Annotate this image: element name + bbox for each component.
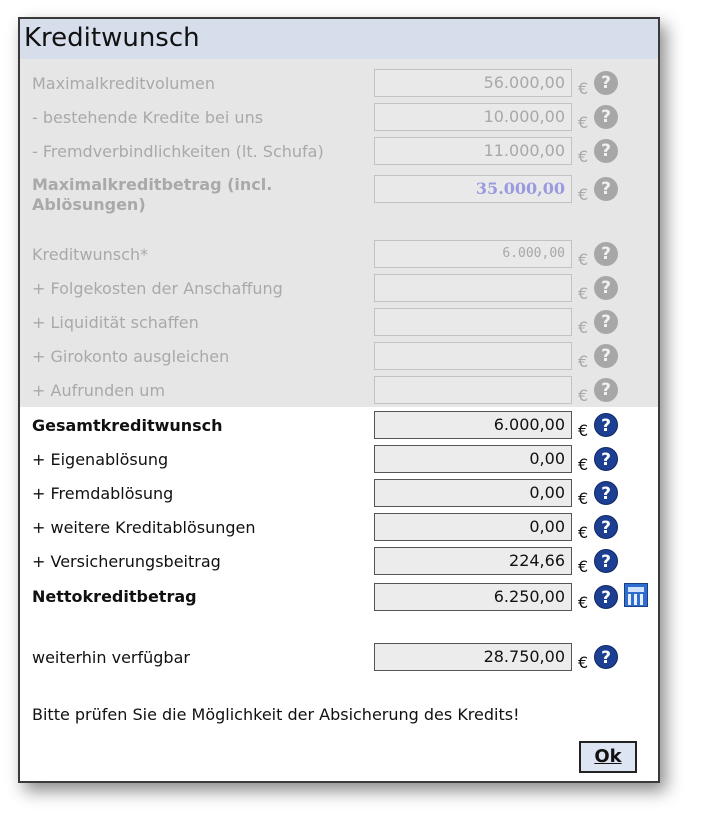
field-fremdabloesung[interactable]: 0,00: [374, 479, 572, 507]
euro-sign: €: [578, 421, 589, 440]
help-icon[interactable]: ?: [594, 276, 618, 300]
label-weitere-kreditabloesungen: + weitere Kreditablösungen: [32, 518, 256, 537]
label-liquiditaet: + Liquidität schaffen: [32, 313, 199, 332]
label-maximalkreditbetrag: Maximalkreditbetrag (incl. Ablösungen): [32, 175, 273, 214]
euro-sign: €: [578, 185, 589, 204]
help-icon[interactable]: ?: [594, 549, 618, 573]
euro-sign: €: [578, 489, 589, 508]
dialog-title: Kreditwunsch: [24, 23, 200, 53]
help-icon[interactable]: ?: [594, 105, 618, 129]
label-nettokreditbetrag: Nettokreditbetrag: [32, 587, 197, 606]
euro-sign: €: [578, 653, 589, 672]
field-versicherungsbeitrag[interactable]: 224,66: [374, 547, 572, 575]
euro-sign: €: [578, 455, 589, 474]
field-folgekosten: [374, 274, 572, 302]
help-icon[interactable]: ?: [594, 177, 618, 201]
euro-sign: €: [578, 593, 589, 612]
label-weiterhin-verfuegbar: weiterhin verfügbar: [32, 648, 190, 667]
label-bestehende-kredite: - bestehende Kredite bei uns: [32, 108, 264, 127]
label-kreditwunsch: Kreditwunsch*: [32, 245, 149, 264]
field-girokonto: [374, 342, 572, 370]
help-icon[interactable]: ?: [594, 645, 618, 669]
help-icon[interactable]: ?: [594, 447, 618, 471]
label-versicherungsbeitrag: + Versicherungsbeitrag: [32, 552, 221, 571]
euro-sign: €: [578, 147, 589, 166]
label-folgekosten: + Folgekosten der Anschaffung: [32, 279, 283, 298]
calculator-screen: [628, 587, 644, 592]
euro-sign: €: [578, 352, 589, 371]
euro-sign: €: [578, 523, 589, 542]
euro-sign: €: [578, 318, 589, 337]
ok-button[interactable]: Ok: [579, 741, 637, 773]
field-bestehende-kredite: 10.000,00: [374, 103, 572, 131]
euro-sign: €: [578, 386, 589, 405]
field-liquiditaet: [374, 308, 572, 336]
calculator-icon[interactable]: [624, 583, 648, 607]
euro-sign: €: [578, 557, 589, 576]
field-fremdverbindlichkeiten: 11.000,00: [374, 137, 572, 165]
label-fremdabloesung: + Fremdablösung: [32, 484, 174, 503]
note-text: Bitte prüfen Sie die Möglichkeit der Absicherung des Kredits!: [32, 705, 520, 724]
title-bar: [20, 19, 658, 59]
help-icon[interactable]: ?: [594, 344, 618, 368]
help-icon[interactable]: ?: [594, 378, 618, 402]
help-icon[interactable]: ?: [594, 481, 618, 505]
help-icon[interactable]: ?: [594, 585, 618, 609]
field-kreditwunsch: 6.000,00: [374, 240, 572, 268]
help-icon[interactable]: ?: [594, 71, 618, 95]
label-gesamtkreditwunsch: Gesamtkreditwunsch: [32, 416, 223, 435]
kreditwunsch-dialog: [18, 17, 660, 783]
euro-sign: €: [578, 79, 589, 98]
euro-sign: €: [578, 113, 589, 132]
field-weiterhin-verfuegbar[interactable]: 28.750,00: [374, 643, 572, 671]
field-aufrunden: [374, 376, 572, 404]
field-eigenabloesung[interactable]: 0,00: [374, 445, 572, 473]
label-fremdverbindlichkeiten: - Fremdverbindlichkeiten (lt. Schufa): [32, 142, 324, 161]
field-nettokreditbetrag[interactable]: 6.250,00: [374, 583, 572, 611]
field-weitere-kreditabloesungen[interactable]: 0,00: [374, 513, 572, 541]
field-maximalkreditvolumen: 56.000,00: [374, 69, 572, 97]
help-icon[interactable]: ?: [594, 413, 618, 437]
help-icon[interactable]: ?: [594, 242, 618, 266]
label-girokonto: + Girokonto ausgleichen: [32, 347, 230, 366]
field-maximalkreditbetrag: 35.000,00: [374, 175, 572, 203]
label-eigenabloesung: + Eigenablösung: [32, 450, 169, 469]
calculator-keys: [628, 594, 644, 605]
help-icon[interactable]: ?: [594, 310, 618, 334]
label-maximalkreditvolumen: Maximalkreditvolumen: [32, 74, 215, 93]
help-icon[interactable]: ?: [594, 139, 618, 163]
label-aufrunden: + Aufrunden um: [32, 381, 166, 400]
euro-sign: €: [578, 250, 589, 269]
help-icon[interactable]: ?: [594, 515, 618, 539]
euro-sign: €: [578, 284, 589, 303]
field-gesamtkreditwunsch[interactable]: 6.000,00: [374, 411, 572, 439]
